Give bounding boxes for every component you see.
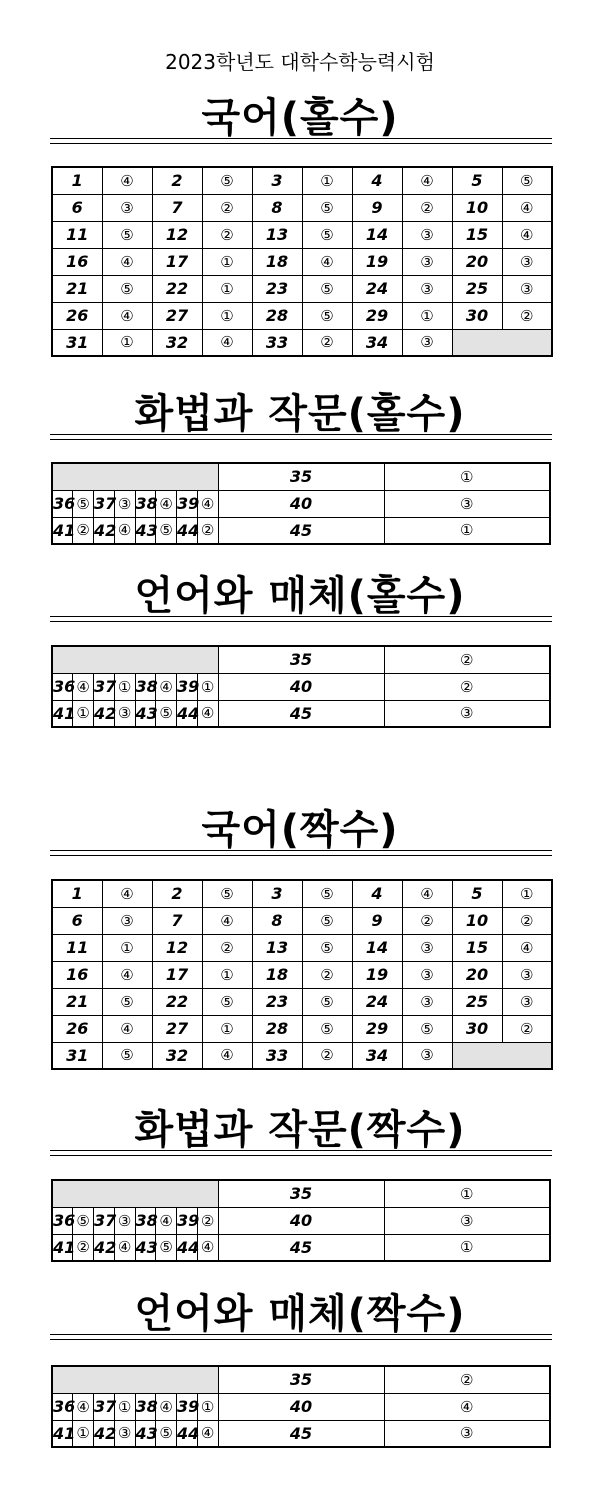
table-row <box>52 248 552 275</box>
question-number: 39 <box>177 673 198 700</box>
answer-choice: ② <box>302 961 352 988</box>
question-number: 19 <box>352 248 402 275</box>
question-number: 13 <box>252 934 302 961</box>
answer-choice: ④ <box>402 167 452 194</box>
question-number: 20 <box>452 248 502 275</box>
question-number: 36 <box>52 490 73 517</box>
answer-choice: ① <box>384 517 550 544</box>
section-title-korean-even: 국어(짝수) <box>201 807 399 853</box>
question-number: 9 <box>352 907 402 934</box>
answer-choice: ④ <box>73 1393 94 1420</box>
empty-shaded-cell <box>52 646 218 673</box>
question-number: 5 <box>452 167 502 194</box>
answer-choice: ① <box>502 880 552 907</box>
table-row <box>52 1015 552 1042</box>
answer-choice: ④ <box>102 302 152 329</box>
question-number: 15 <box>452 934 502 961</box>
empty-shaded-cell <box>52 463 218 490</box>
question-number: 1 <box>52 880 102 907</box>
question-number: 43 <box>135 517 156 544</box>
question-number: 45 <box>218 700 384 727</box>
answer-table-korean-odd <box>51 166 553 357</box>
empty-shaded-cell <box>52 1366 218 1393</box>
table-row <box>52 302 552 329</box>
answer-choice: ③ <box>114 490 135 517</box>
question-number: 7 <box>152 194 202 221</box>
question-number: 26 <box>52 302 102 329</box>
answer-choice: ③ <box>402 275 452 302</box>
answer-choice: ⑤ <box>73 490 94 517</box>
answer-choice: ⑤ <box>202 167 252 194</box>
answer-choice: ⑤ <box>156 1420 177 1447</box>
answer-choice: ③ <box>384 490 550 517</box>
answer-choice: ③ <box>384 1207 550 1234</box>
answer-choice: ⑤ <box>102 221 152 248</box>
answer-choice: ⑤ <box>73 1207 94 1234</box>
table-row <box>52 463 550 490</box>
question-number: 17 <box>152 248 202 275</box>
question-number: 41 <box>52 517 73 544</box>
answer-choice: ④ <box>202 1042 252 1069</box>
question-number: 39 <box>177 1393 198 1420</box>
question-number: 2 <box>152 167 202 194</box>
question-number: 40 <box>218 1393 384 1420</box>
question-number: 37 <box>94 1207 115 1234</box>
table-row <box>52 167 552 194</box>
answer-choice: ① <box>402 302 452 329</box>
empty-shaded-cell <box>452 1042 552 1069</box>
answer-choice: ⑤ <box>302 221 352 248</box>
answer-choice: ③ <box>384 700 550 727</box>
answer-choice: ① <box>302 167 352 194</box>
table-row <box>52 934 552 961</box>
question-number: 35 <box>218 463 384 490</box>
answer-choice: ① <box>384 1234 550 1261</box>
table-row <box>52 700 550 727</box>
question-number: 8 <box>252 907 302 934</box>
question-number: 10 <box>452 907 502 934</box>
question-number: 11 <box>52 221 102 248</box>
answer-choice: ① <box>202 248 252 275</box>
table-row <box>52 1393 550 1420</box>
question-number: 25 <box>452 988 502 1015</box>
question-number: 3 <box>252 880 302 907</box>
answer-choice: ② <box>502 907 552 934</box>
question-number: 8 <box>252 194 302 221</box>
question-number: 28 <box>252 1015 302 1042</box>
table-row <box>52 194 552 221</box>
question-number: 2 <box>152 880 202 907</box>
section-divider <box>50 850 552 856</box>
question-number: 34 <box>352 329 402 356</box>
answer-choice: ④ <box>202 329 252 356</box>
answer-choice: ⑤ <box>156 1234 177 1261</box>
empty-shaded-cell <box>452 329 552 356</box>
section-title-korean-odd: 국어(홀수) <box>201 95 399 141</box>
question-number: 25 <box>452 275 502 302</box>
table-row <box>52 673 550 700</box>
question-number: 37 <box>94 1393 115 1420</box>
question-number: 18 <box>252 248 302 275</box>
question-number: 14 <box>352 934 402 961</box>
table-row <box>52 1234 550 1261</box>
question-number: 20 <box>452 961 502 988</box>
answer-choice: ⑤ <box>202 880 252 907</box>
question-number: 42 <box>94 700 115 727</box>
answer-choice: ② <box>384 673 550 700</box>
answer-choice: ② <box>202 194 252 221</box>
answer-choice: ② <box>402 907 452 934</box>
question-number: 18 <box>252 961 302 988</box>
answer-choice: ② <box>502 1015 552 1042</box>
answer-choice: ③ <box>402 934 452 961</box>
answer-choice: ① <box>197 1393 218 1420</box>
question-number: 30 <box>452 302 502 329</box>
answer-choice: ③ <box>114 700 135 727</box>
answer-choice: ④ <box>197 1234 218 1261</box>
question-number: 39 <box>177 1207 198 1234</box>
answer-choice: ④ <box>156 1207 177 1234</box>
question-number: 32 <box>152 1042 202 1069</box>
answer-choice: ④ <box>102 1015 152 1042</box>
answer-choice: ② <box>73 1234 94 1261</box>
question-number: 42 <box>94 1234 115 1261</box>
answer-choice: ③ <box>102 194 152 221</box>
question-number: 9 <box>352 194 402 221</box>
question-number: 22 <box>152 988 202 1015</box>
table-row <box>52 988 552 1015</box>
table-row <box>52 1420 550 1447</box>
answer-choice: ③ <box>502 248 552 275</box>
question-number: 7 <box>152 907 202 934</box>
question-number: 45 <box>218 1420 384 1447</box>
question-number: 38 <box>135 1393 156 1420</box>
question-number: 43 <box>135 700 156 727</box>
question-number: 35 <box>218 1180 384 1207</box>
question-number: 12 <box>152 934 202 961</box>
empty-shaded-cell <box>52 1180 218 1207</box>
question-number: 19 <box>352 961 402 988</box>
section-divider <box>50 1334 552 1340</box>
question-number: 38 <box>135 673 156 700</box>
question-number: 17 <box>152 961 202 988</box>
answer-choice: ④ <box>114 517 135 544</box>
answer-table-speech-writing-odd <box>51 462 551 545</box>
question-number: 37 <box>94 673 115 700</box>
answer-table-korean-even <box>51 879 553 1070</box>
question-number: 6 <box>52 194 102 221</box>
answer-choice: ① <box>102 934 152 961</box>
section-title-language-media-even: 언어와 매체(짝수) <box>134 1291 466 1337</box>
answer-choice: ① <box>202 1015 252 1042</box>
answer-table-language-media-odd <box>51 645 551 728</box>
answer-choice: ③ <box>402 248 452 275</box>
answer-choice: ⑤ <box>102 988 152 1015</box>
question-number: 28 <box>252 302 302 329</box>
answer-choice: ⑤ <box>156 700 177 727</box>
answer-choice: ③ <box>502 961 552 988</box>
question-number: 4 <box>352 167 402 194</box>
question-number: 31 <box>52 329 102 356</box>
question-number: 43 <box>135 1234 156 1261</box>
question-number: 16 <box>52 248 102 275</box>
question-number: 45 <box>218 1234 384 1261</box>
answer-choice: ② <box>384 646 550 673</box>
question-number: 16 <box>52 961 102 988</box>
answer-choice: ① <box>102 329 152 356</box>
answer-choice: ② <box>202 221 252 248</box>
answer-choice: ② <box>197 1207 218 1234</box>
question-number: 41 <box>52 1234 73 1261</box>
answer-choice: ④ <box>502 221 552 248</box>
answer-choice: ④ <box>402 880 452 907</box>
answer-choice: ④ <box>202 907 252 934</box>
answer-choice: ⑤ <box>302 934 352 961</box>
question-number: 29 <box>352 1015 402 1042</box>
question-number: 44 <box>177 1420 198 1447</box>
table-row <box>52 517 550 544</box>
question-number: 13 <box>252 221 302 248</box>
answer-choice: ① <box>73 1420 94 1447</box>
answer-choice: ④ <box>197 700 218 727</box>
question-number: 34 <box>352 1042 402 1069</box>
answer-choice: ③ <box>402 988 452 1015</box>
question-number: 37 <box>94 490 115 517</box>
question-number: 1 <box>52 167 102 194</box>
question-number: 35 <box>218 1366 384 1393</box>
question-number: 23 <box>252 275 302 302</box>
question-number: 22 <box>152 275 202 302</box>
section-title-speech-writing-odd: 화법과 작문(홀수) <box>134 391 466 437</box>
answer-choice: ⑤ <box>502 167 552 194</box>
answer-choice: ① <box>384 1180 550 1207</box>
question-number: 40 <box>218 1207 384 1234</box>
answer-choice: ⑤ <box>102 1042 152 1069</box>
section-title-language-media-odd: 언어와 매체(홀수) <box>134 573 466 619</box>
table-row <box>52 1366 550 1393</box>
question-number: 6 <box>52 907 102 934</box>
table-row <box>52 907 552 934</box>
question-number: 32 <box>152 329 202 356</box>
table-row <box>52 1042 552 1069</box>
answer-choice: ① <box>202 302 252 329</box>
question-number: 12 <box>152 221 202 248</box>
question-number: 44 <box>177 517 198 544</box>
table-row <box>52 880 552 907</box>
answer-choice: ⑤ <box>302 907 352 934</box>
answer-choice: ⑤ <box>302 1015 352 1042</box>
answer-choice: ⑤ <box>102 275 152 302</box>
answer-choice: ④ <box>102 961 152 988</box>
table-row <box>52 961 552 988</box>
answer-choice: ③ <box>402 1042 452 1069</box>
answer-choice: ⑤ <box>202 988 252 1015</box>
answer-choice: ③ <box>384 1420 550 1447</box>
answer-choice: ③ <box>402 961 452 988</box>
question-number: 11 <box>52 934 102 961</box>
question-number: 39 <box>177 490 198 517</box>
question-number: 3 <box>252 167 302 194</box>
question-number: 29 <box>352 302 402 329</box>
question-number: 35 <box>218 646 384 673</box>
question-number: 21 <box>52 275 102 302</box>
question-number: 27 <box>152 1015 202 1042</box>
question-number: 24 <box>352 988 402 1015</box>
answer-choice: ④ <box>102 248 152 275</box>
answer-choice: ② <box>402 194 452 221</box>
question-number: 33 <box>252 1042 302 1069</box>
answer-choice: ③ <box>502 988 552 1015</box>
answer-choice: ② <box>197 517 218 544</box>
answer-choice: ⑤ <box>156 517 177 544</box>
answer-choice: ② <box>73 517 94 544</box>
answer-choice: ④ <box>102 167 152 194</box>
answer-choice: ④ <box>156 490 177 517</box>
question-number: 33 <box>252 329 302 356</box>
section-divider <box>50 138 552 144</box>
question-number: 45 <box>218 517 384 544</box>
answer-choice: ④ <box>73 673 94 700</box>
question-number: 38 <box>135 1207 156 1234</box>
question-number: 31 <box>52 1042 102 1069</box>
answer-choice: ③ <box>114 1420 135 1447</box>
question-number: 30 <box>452 1015 502 1042</box>
table-row <box>52 1180 550 1207</box>
question-number: 5 <box>452 880 502 907</box>
question-number: 36 <box>52 1207 73 1234</box>
answer-choice: ① <box>114 1393 135 1420</box>
table-row <box>52 490 550 517</box>
section-divider <box>50 1150 552 1156</box>
section-title-speech-writing-even: 화법과 작문(짝수) <box>134 1107 466 1153</box>
answer-choice: ⑤ <box>402 1015 452 1042</box>
question-number: 23 <box>252 988 302 1015</box>
answer-choice: ④ <box>156 1393 177 1420</box>
answer-choice: ③ <box>102 907 152 934</box>
exam-year-header: 2023학년도 대학수학능력시험 <box>165 50 435 74</box>
answer-choice: ④ <box>384 1393 550 1420</box>
question-number: 42 <box>94 1420 115 1447</box>
answer-choice: ③ <box>114 1207 135 1234</box>
question-number: 41 <box>52 700 73 727</box>
section-divider <box>50 616 552 622</box>
answer-choice: ⑤ <box>302 302 352 329</box>
answer-choice: ① <box>384 463 550 490</box>
question-number: 4 <box>352 880 402 907</box>
answer-choice: ④ <box>502 934 552 961</box>
answer-choice: ② <box>202 934 252 961</box>
question-number: 14 <box>352 221 402 248</box>
question-number: 36 <box>52 1393 73 1420</box>
answer-choice: ① <box>73 700 94 727</box>
answer-choice: ② <box>302 329 352 356</box>
question-number: 44 <box>177 1234 198 1261</box>
table-row <box>52 1207 550 1234</box>
question-number: 43 <box>135 1420 156 1447</box>
answer-choice: ② <box>302 1042 352 1069</box>
section-divider <box>50 434 552 440</box>
answer-choice: ② <box>502 302 552 329</box>
question-number: 40 <box>218 490 384 517</box>
answer-choice: ③ <box>502 275 552 302</box>
question-number: 10 <box>452 194 502 221</box>
question-number: 42 <box>94 517 115 544</box>
answer-choice: ④ <box>102 880 152 907</box>
answer-choice: ⑤ <box>302 194 352 221</box>
question-number: 38 <box>135 490 156 517</box>
answer-choice: ④ <box>502 194 552 221</box>
question-number: 40 <box>218 673 384 700</box>
answer-choice: ⑤ <box>302 880 352 907</box>
answer-table-speech-writing-even <box>51 1179 551 1262</box>
answer-choice: ① <box>114 673 135 700</box>
table-row <box>52 329 552 356</box>
answer-table-language-media-even <box>51 1365 551 1448</box>
answer-choice: ④ <box>302 248 352 275</box>
question-number: 41 <box>52 1420 73 1447</box>
question-number: 24 <box>352 275 402 302</box>
answer-choice: ⑤ <box>302 988 352 1015</box>
question-number: 36 <box>52 673 73 700</box>
answer-choice: ① <box>202 275 252 302</box>
question-number: 15 <box>452 221 502 248</box>
question-number: 27 <box>152 302 202 329</box>
answer-choice: ③ <box>402 329 452 356</box>
answer-choice: ④ <box>197 1420 218 1447</box>
table-row <box>52 221 552 248</box>
answer-choice: ① <box>202 961 252 988</box>
table-row <box>52 646 550 673</box>
question-number: 21 <box>52 988 102 1015</box>
question-number: 26 <box>52 1015 102 1042</box>
answer-choice: ⑤ <box>302 275 352 302</box>
answer-choice: ② <box>384 1366 550 1393</box>
answer-choice: ④ <box>114 1234 135 1261</box>
answer-choice: ④ <box>156 673 177 700</box>
answer-choice: ④ <box>197 490 218 517</box>
answer-choice: ① <box>197 673 218 700</box>
answer-choice: ③ <box>402 221 452 248</box>
table-row <box>52 275 552 302</box>
question-number: 44 <box>177 700 198 727</box>
